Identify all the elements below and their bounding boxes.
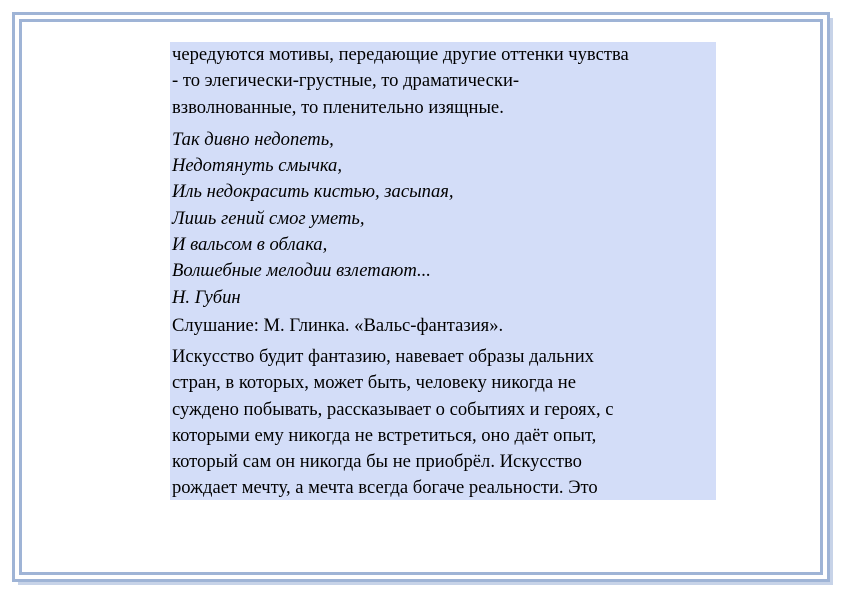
frame-shadow-right — [830, 18, 833, 585]
poem-line: И вальсом в облака, — [172, 234, 328, 256]
poem-line: Лишь гений смог уметь, — [172, 207, 365, 229]
intro-line: чередуются мотивы, передающие другие оттенки чувства — [172, 44, 629, 65]
closing-line: который сам он никогда бы не приобрёл. Искусство — [172, 451, 582, 473]
intro-line: взволнованные, то пленительно изящные. — [172, 96, 504, 118]
poem-quote — [172, 127, 714, 311]
closing-line: Искусство будит фантазию, навевает образы дальних — [172, 345, 594, 367]
closing-paragraph — [172, 344, 714, 502]
closing-line: которыми ему никогда не встретиться, оно даёт опыт, — [172, 424, 597, 446]
closing-line: стран, в которых, может быть, человеку никогда не — [172, 372, 576, 394]
text-block — [170, 42, 716, 500]
listening-line: Слушание: М. Глинка. «Вальс-фантазия». — [172, 314, 504, 336]
intro-paragraph — [172, 42, 714, 121]
poem-line: Волшебные мелодии взлетают... — [172, 260, 431, 282]
poem-line: Так дивно недопеть, — [172, 128, 334, 150]
closing-line: рождает мечту, а мечта всегда богаче реальности. Это — [172, 477, 598, 499]
closing-line: суждено побывать, рассказывает о событиях и героях, с — [172, 398, 614, 420]
poem-line: Недотянуть смычка, — [172, 155, 342, 177]
poem-line: Иль недокрасить кистью, засыпая, — [172, 181, 454, 203]
intro-line: - то элегически-грустные, то драматически- — [172, 70, 520, 92]
poem-author: Н. Губин — [172, 286, 241, 308]
frame-shadow-bottom — [18, 582, 833, 585]
